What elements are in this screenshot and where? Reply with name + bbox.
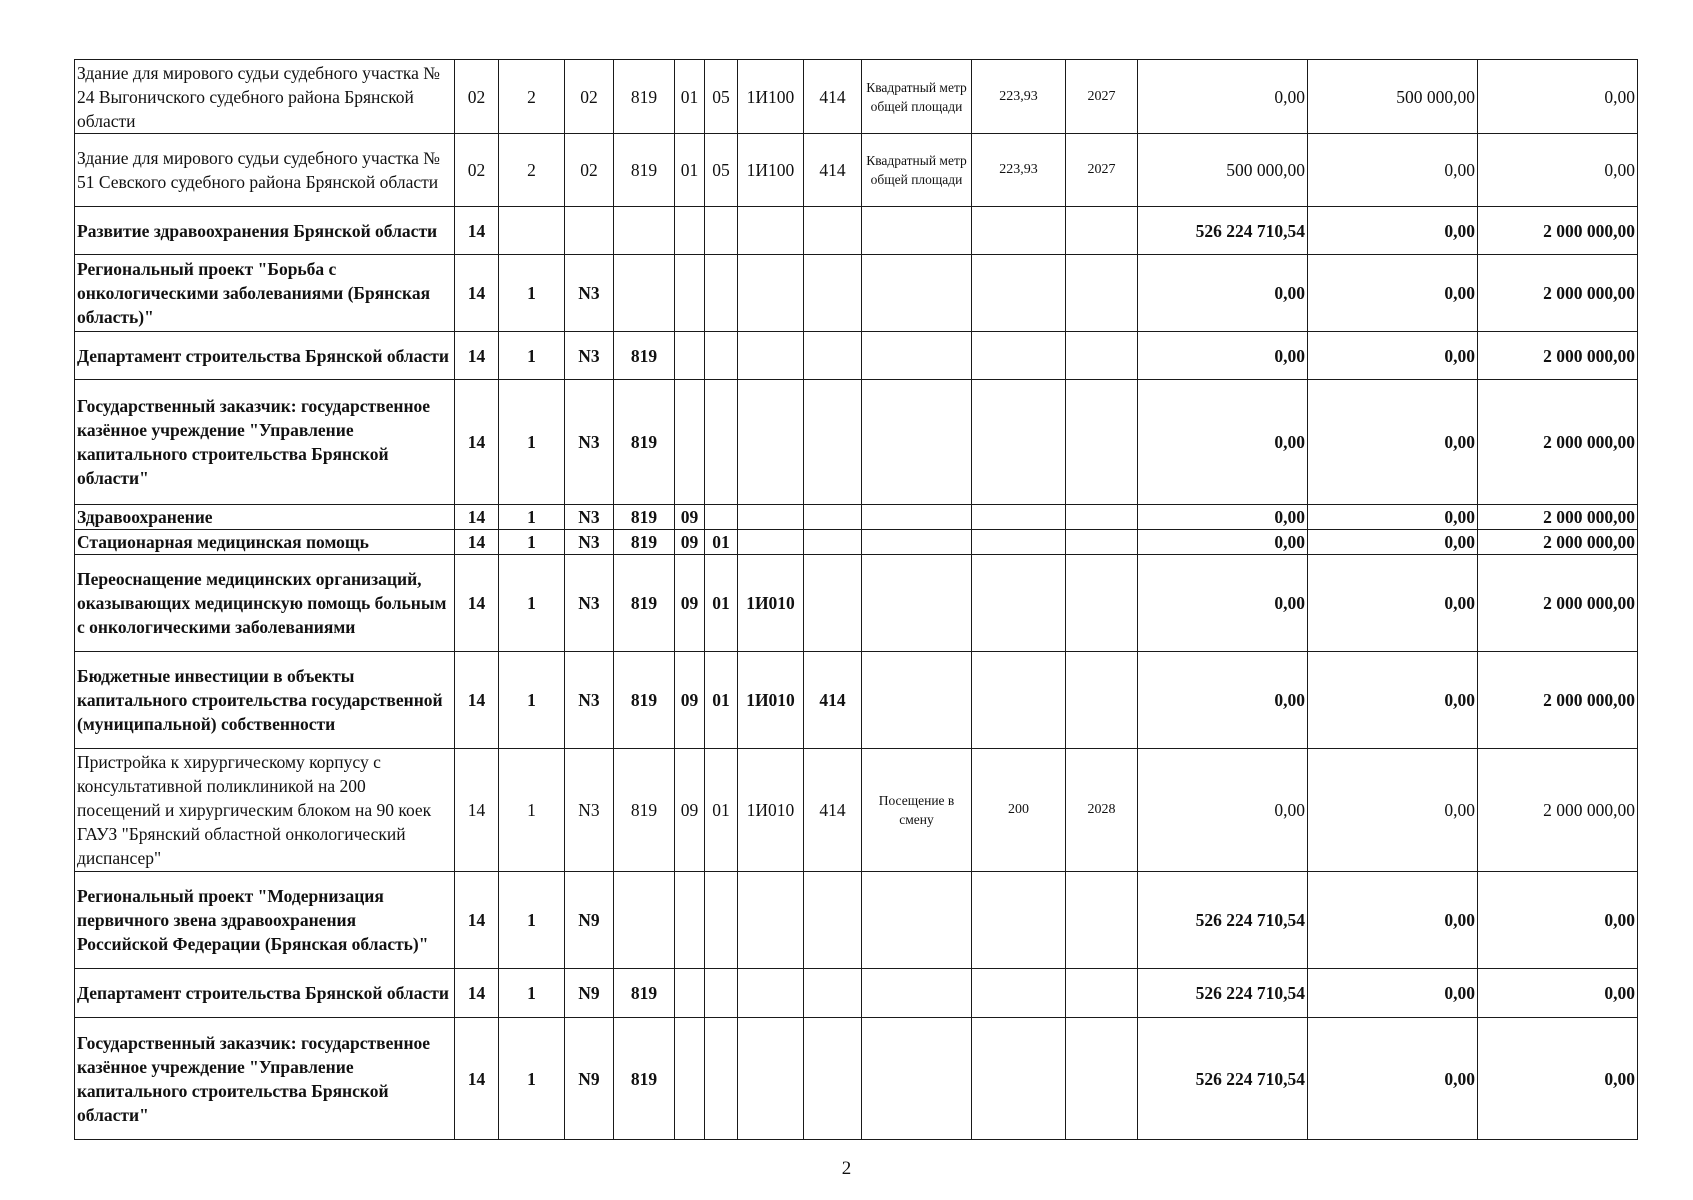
- capacity-unit: [862, 652, 972, 749]
- amount-year-3: 2 000 000,00: [1478, 505, 1638, 530]
- item-name: Стационарная медицинская помощь: [75, 530, 455, 555]
- capacity-unit: Квадратный метр общей площади: [862, 60, 972, 134]
- code-project: N3: [565, 505, 614, 530]
- code-expense-type: [804, 207, 862, 255]
- code-expense-type: 414: [804, 749, 862, 872]
- commission-year: [1066, 1018, 1138, 1140]
- code-target: [738, 332, 804, 380]
- code-target: 1И100: [738, 134, 804, 207]
- amount-year-1: 526 224 710,54: [1138, 1018, 1308, 1140]
- capacity-value: [972, 332, 1066, 380]
- table-row: [75, 380, 1638, 505]
- code-project: N3: [565, 652, 614, 749]
- capacity-unit: Квадратный метр общей площади: [862, 134, 972, 207]
- table-body: [75, 60, 1638, 1140]
- code-section: 09: [675, 505, 705, 530]
- code-department: 819: [614, 332, 675, 380]
- amount-year-3: 2 000 000,00: [1478, 530, 1638, 555]
- code-program: 14: [455, 207, 499, 255]
- capacity-unit: [862, 555, 972, 652]
- code-subsection: [705, 380, 738, 505]
- amount-year-1: 0,00: [1138, 332, 1308, 380]
- code-expense-type: [804, 530, 862, 555]
- code-program: 14: [455, 505, 499, 530]
- code-program: 14: [455, 255, 499, 332]
- capacity-value: [972, 652, 1066, 749]
- code-section: 01: [675, 134, 705, 207]
- commission-year: [1066, 555, 1138, 652]
- code-target: 1И010: [738, 555, 804, 652]
- table-row: [75, 505, 1638, 530]
- code-type: 1: [499, 505, 565, 530]
- commission-year: 2028: [1066, 749, 1138, 872]
- code-subsection: 05: [705, 60, 738, 134]
- code-type: 1: [499, 555, 565, 652]
- item-name: Переоснащение медицинских организаций, оказывающих медицинскую помощь больным с онкологическими заболеваниями: [75, 555, 455, 652]
- capacity-unit: [862, 1018, 972, 1140]
- table-row: [75, 255, 1638, 332]
- code-expense-type: [804, 555, 862, 652]
- code-program: 14: [455, 1018, 499, 1140]
- code-target: [738, 255, 804, 332]
- code-expense-type: 414: [804, 60, 862, 134]
- capacity-unit: [862, 332, 972, 380]
- code-department: 819: [614, 380, 675, 505]
- amount-year-3: 2 000 000,00: [1478, 207, 1638, 255]
- code-section: [675, 207, 705, 255]
- code-expense-type: [804, 969, 862, 1018]
- amount-year-2: 0,00: [1308, 652, 1478, 749]
- code-subsection: [705, 505, 738, 530]
- code-department: 819: [614, 969, 675, 1018]
- amount-year-2: 0,00: [1308, 749, 1478, 872]
- capacity-value: 223,93: [972, 134, 1066, 207]
- code-program: 14: [455, 652, 499, 749]
- code-section: 09: [675, 555, 705, 652]
- code-expense-type: [804, 872, 862, 969]
- code-target: [738, 530, 804, 555]
- code-subsection: 05: [705, 134, 738, 207]
- code-target: 1И100: [738, 60, 804, 134]
- code-type: [499, 207, 565, 255]
- code-type: 2: [499, 134, 565, 207]
- table-row: [75, 872, 1638, 969]
- code-project: N9: [565, 1018, 614, 1140]
- capacity-value: [972, 380, 1066, 505]
- code-type: 1: [499, 530, 565, 555]
- code-section: 01: [675, 60, 705, 134]
- amount-year-1: 0,00: [1138, 60, 1308, 134]
- code-project: N3: [565, 749, 614, 872]
- commission-year: [1066, 332, 1138, 380]
- item-name: Бюджетные инвестиции в объекты капитального строительства государственной (муниципальной) собственности: [75, 652, 455, 749]
- code-department: 819: [614, 555, 675, 652]
- code-expense-type: [804, 505, 862, 530]
- amount-year-3: 0,00: [1478, 969, 1638, 1018]
- code-expense-type: 414: [804, 134, 862, 207]
- table-row: [75, 134, 1638, 207]
- table-row: [75, 60, 1638, 134]
- code-target: [738, 969, 804, 1018]
- commission-year: [1066, 969, 1138, 1018]
- table-row: [75, 749, 1638, 872]
- code-department: [614, 255, 675, 332]
- item-name: Здание для мирового судьи судебного участка № 51 Севского судебного района Брянской области: [75, 134, 455, 207]
- code-department: 819: [614, 749, 675, 872]
- code-type: 1: [499, 749, 565, 872]
- amount-year-3: 2 000 000,00: [1478, 255, 1638, 332]
- code-program: 14: [455, 555, 499, 652]
- code-subsection: [705, 872, 738, 969]
- capacity-value: [972, 555, 1066, 652]
- code-program: 02: [455, 134, 499, 207]
- code-target: 1И010: [738, 749, 804, 872]
- page-number: 2: [841, 1158, 852, 1179]
- capacity-value: [972, 255, 1066, 332]
- commission-year: 2027: [1066, 134, 1138, 207]
- code-subsection: 01: [705, 555, 738, 652]
- capacity-value: [972, 530, 1066, 555]
- amount-year-1: 0,00: [1138, 555, 1308, 652]
- item-name: Развитие здравоохранения Брянской области: [75, 207, 455, 255]
- code-type: 1: [499, 255, 565, 332]
- capacity-value: [972, 1018, 1066, 1140]
- code-project: 02: [565, 60, 614, 134]
- amount-year-3: 0,00: [1478, 872, 1638, 969]
- amount-year-3: 0,00: [1478, 60, 1638, 134]
- code-subsection: 01: [705, 652, 738, 749]
- amount-year-3: 2 000 000,00: [1478, 332, 1638, 380]
- capacity-unit: [862, 969, 972, 1018]
- amount-year-2: 0,00: [1308, 134, 1478, 207]
- code-department: [614, 207, 675, 255]
- capacity-value: [972, 969, 1066, 1018]
- amount-year-2: 0,00: [1308, 872, 1478, 969]
- capacity-value: [972, 505, 1066, 530]
- code-section: 09: [675, 530, 705, 555]
- code-project: N9: [565, 872, 614, 969]
- code-type: 1: [499, 332, 565, 380]
- code-subsection: [705, 255, 738, 332]
- item-name: Региональный проект "Модернизация первичного звена здравоохранения Российской Федерации (Брянская область)": [75, 872, 455, 969]
- code-department: 819: [614, 652, 675, 749]
- code-expense-type: [804, 380, 862, 505]
- code-section: 09: [675, 652, 705, 749]
- amount-year-2: 0,00: [1308, 530, 1478, 555]
- table-row: [75, 530, 1638, 555]
- capacity-unit: [862, 380, 972, 505]
- code-expense-type: 414: [804, 652, 862, 749]
- code-subsection: [705, 332, 738, 380]
- table-row: [75, 332, 1638, 380]
- capacity-unit: [862, 530, 972, 555]
- amount-year-1: 526 224 710,54: [1138, 872, 1308, 969]
- capacity-unit: [862, 505, 972, 530]
- code-type: 2: [499, 60, 565, 134]
- code-program: 14: [455, 969, 499, 1018]
- item-name: Региональный проект "Борьба с онкологическими заболеваниями (Брянская область)": [75, 255, 455, 332]
- code-department: 819: [614, 1018, 675, 1140]
- code-section: [675, 332, 705, 380]
- code-program: 02: [455, 60, 499, 134]
- amount-year-3: 2 000 000,00: [1478, 380, 1638, 505]
- code-project: N3: [565, 530, 614, 555]
- item-name: Здравоохранение: [75, 505, 455, 530]
- amount-year-3: 2 000 000,00: [1478, 652, 1638, 749]
- capacity-value: 223,93: [972, 60, 1066, 134]
- commission-year: 2027: [1066, 60, 1138, 134]
- code-target: [738, 207, 804, 255]
- table-row: [75, 207, 1638, 255]
- amount-year-3: 0,00: [1478, 1018, 1638, 1140]
- capacity-value: 200: [972, 749, 1066, 872]
- code-project: N3: [565, 255, 614, 332]
- code-section: [675, 255, 705, 332]
- amount-year-1: 500 000,00: [1138, 134, 1308, 207]
- code-section: [675, 969, 705, 1018]
- item-name: Государственный заказчик: государственное казённое учреждение "Управление капитального строительства Брянской области": [75, 380, 455, 505]
- amount-year-1: 0,00: [1138, 749, 1308, 872]
- item-name: Департамент строительства Брянской области: [75, 332, 455, 380]
- amount-year-1: 526 224 710,54: [1138, 207, 1308, 255]
- budget-table: [74, 59, 1638, 1140]
- code-project: [565, 207, 614, 255]
- code-project: N3: [565, 380, 614, 505]
- code-department: 819: [614, 60, 675, 134]
- table-row: [75, 555, 1638, 652]
- code-department: 819: [614, 134, 675, 207]
- code-section: 09: [675, 749, 705, 872]
- amount-year-2: 0,00: [1308, 380, 1478, 505]
- amount-year-1: 526 224 710,54: [1138, 969, 1308, 1018]
- amount-year-2: 0,00: [1308, 207, 1478, 255]
- item-name: Государственный заказчик: государственное казённое учреждение "Управление капитального строительства Брянской области": [75, 1018, 455, 1140]
- amount-year-3: 2 000 000,00: [1478, 749, 1638, 872]
- code-program: 14: [455, 332, 499, 380]
- code-section: [675, 872, 705, 969]
- capacity-unit: [862, 872, 972, 969]
- code-target: [738, 505, 804, 530]
- amount-year-1: 0,00: [1138, 652, 1308, 749]
- amount-year-3: 2 000 000,00: [1478, 555, 1638, 652]
- code-subsection: 01: [705, 749, 738, 872]
- amount-year-3: 0,00: [1478, 134, 1638, 207]
- code-expense-type: [804, 255, 862, 332]
- amount-year-2: 0,00: [1308, 255, 1478, 332]
- amount-year-2: 0,00: [1308, 1018, 1478, 1140]
- amount-year-2: 0,00: [1308, 555, 1478, 652]
- amount-year-2: 0,00: [1308, 969, 1478, 1018]
- code-type: 1: [499, 1018, 565, 1140]
- code-target: 1И010: [738, 652, 804, 749]
- code-program: 14: [455, 530, 499, 555]
- code-expense-type: [804, 1018, 862, 1140]
- commission-year: [1066, 505, 1138, 530]
- code-subsection: [705, 1018, 738, 1140]
- commission-year: [1066, 255, 1138, 332]
- commission-year: [1066, 652, 1138, 749]
- code-project: N9: [565, 969, 614, 1018]
- code-section: [675, 380, 705, 505]
- capacity-value: [972, 207, 1066, 255]
- amount-year-2: 0,00: [1308, 505, 1478, 530]
- code-project: N3: [565, 555, 614, 652]
- commission-year: [1066, 207, 1138, 255]
- code-target: [738, 872, 804, 969]
- item-name: Пристройка к хирургическому корпусу с консультативной поликлиникой на 200 посещений и хирургическим блоком на 90 коек ГАУЗ "Брянский областной онкологический диспансер": [75, 749, 455, 872]
- table-row: [75, 1018, 1638, 1140]
- commission-year: [1066, 530, 1138, 555]
- code-program: 14: [455, 749, 499, 872]
- capacity-unit: [862, 255, 972, 332]
- code-project: N3: [565, 332, 614, 380]
- code-type: 1: [499, 969, 565, 1018]
- item-name: Здание для мирового судьи судебного участка № 24 Выгоничского судебного района Брянской области: [75, 60, 455, 134]
- code-subsection: 01: [705, 530, 738, 555]
- amount-year-1: 0,00: [1138, 505, 1308, 530]
- code-program: 14: [455, 380, 499, 505]
- code-department: [614, 872, 675, 969]
- code-section: [675, 1018, 705, 1140]
- code-program: 14: [455, 872, 499, 969]
- code-department: 819: [614, 505, 675, 530]
- amount-year-2: 500 000,00: [1308, 60, 1478, 134]
- item-name: Департамент строительства Брянской области: [75, 969, 455, 1018]
- capacity-unit: [862, 207, 972, 255]
- code-type: 1: [499, 872, 565, 969]
- table-row: [75, 969, 1638, 1018]
- amount-year-1: 0,00: [1138, 255, 1308, 332]
- code-department: 819: [614, 530, 675, 555]
- amount-year-1: 0,00: [1138, 380, 1308, 505]
- code-target: [738, 1018, 804, 1140]
- code-expense-type: [804, 332, 862, 380]
- code-target: [738, 380, 804, 505]
- table-row: [75, 652, 1638, 749]
- amount-year-2: 0,00: [1308, 332, 1478, 380]
- code-type: 1: [499, 380, 565, 505]
- amount-year-1: 0,00: [1138, 530, 1308, 555]
- code-project: 02: [565, 134, 614, 207]
- capacity-unit: Посещение в смену: [862, 749, 972, 872]
- code-type: 1: [499, 652, 565, 749]
- code-subsection: [705, 969, 738, 1018]
- commission-year: [1066, 380, 1138, 505]
- commission-year: [1066, 872, 1138, 969]
- code-subsection: [705, 207, 738, 255]
- capacity-value: [972, 872, 1066, 969]
